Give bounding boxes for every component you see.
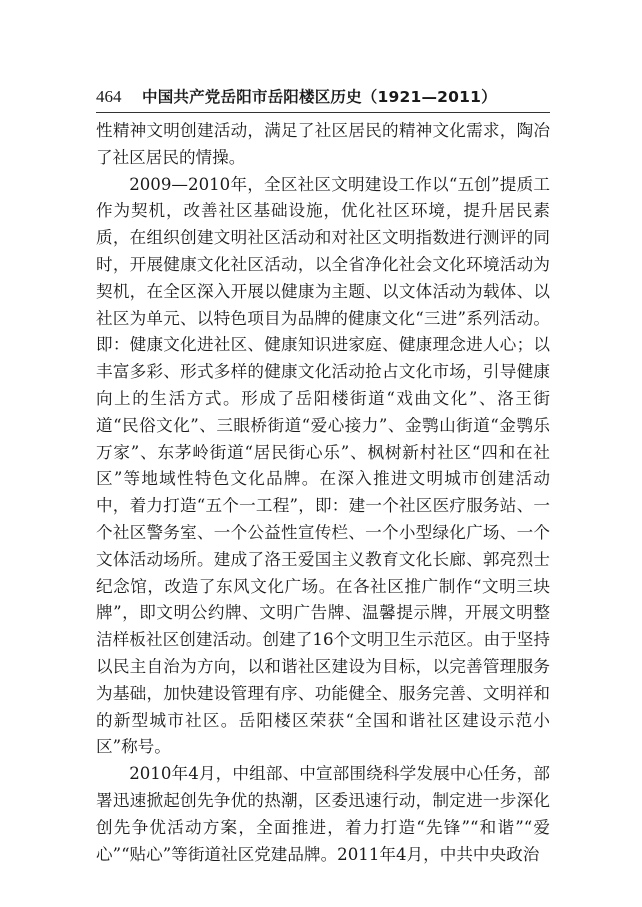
paragraph-2009-2010: 2009—2010年，全区社区文明建设工作以“五创”提质工作为契机，改善社区基础设施，优化社区环境，提升居民素质，在组织创建文明社区活动和对社区文明指数进行测评的同时，开展健康文化社区活动，以全省净化社会文化环境活动为契机，在全区深入开展以健康为主题、以文体活动为载体、以社区为单元、以特色项目为品牌的健康文化“三进”系列活动。即：健康文化进社区、健康知识进家庭、健康理念进人心；以丰富多彩、形式多样的健康文化活动抢占文化市场，引导健康向上的生活方式。形成了岳阳楼街道“戏曲文化”、洛王街道“民俗文化”、三眼桥街道“爱心接力”、金鹗山街道“金鹗乐万家”、东茅岭街道“居民街心乐”、枫树新村社区“四和在社区”等地域性特色文化品牌。在深入推进文明城市创建活动中，着力打造“五个一工程”，即：建一个社区医疗服务站、一个社区警务室、一个公益性宣传栏、一个小型绿化广场、一个文体活动场所。建成了洛王爱国主义教育文化长廊、郭亮烈士纪念馆，改造了东风文化广场。在各社区推广制作“文明三块牌”，即文明公约牌、文明广告牌、温馨提示牌，开展文明整洁样板社区创建活动。创建了16个文明卫生示范区。由于坚持以民主自治为方向，以和谐社区建设为目标，以完善管理服务为基础，加快建设管理有序、功能健全、服务完善、文明祥和的新型城市社区。岳阳楼区荣获“全国和谐社区建设示范小区”称号。 [96,174,550,757]
page-number: 464 [96,87,122,106]
paragraph-2010-april: 2010年4月，中组部、中宣部围绕科学发展中心任务，部署迅速掀起创先争优的热潮，区委迅速行动，制定进一步深化创先争优活动方案，全面推进，着力打造“先锋”“和谐”“爱心”“贴心”等街道社区党建品牌。2011年4月，中共中央政治 [96,764,550,864]
running-title: 中国共产党岳阳市岳阳楼区历史（1921—2011） [142,88,497,106]
body-text [96,118,550,868]
page-header [96,85,556,109]
paragraph-continuation: 性精神文明创建活动，满足了社区居民的精神文化需求，陶冶了社区居民的情操。 [96,121,550,167]
header-rule [96,112,550,113]
